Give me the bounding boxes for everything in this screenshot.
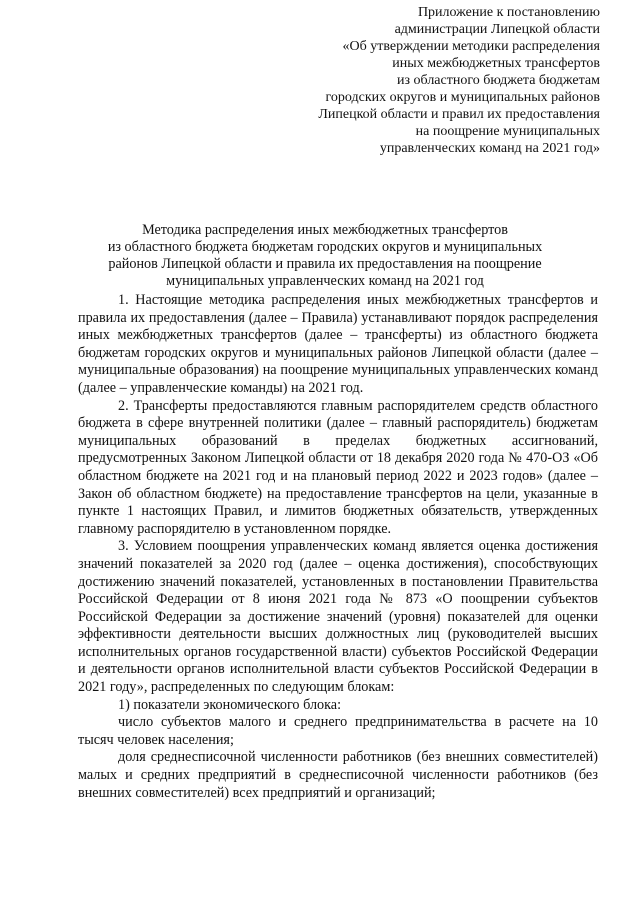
title-line: районов Липецкой области и правила их предоставления на поощрение — [108, 256, 542, 272]
title-line: муниципальных управленческих команд на 2021 год — [166, 273, 484, 289]
list-item-economic-block: 1) показатели экономического блока: — [118, 696, 342, 713]
appendix-header — [240, 4, 600, 157]
appendix-line: на поощрение муниципальных — [415, 124, 600, 139]
indicator-employee-share: доля среднесписочной численности работников (без внешних совместителей) малых и средних предприятий в среднесписочной численности работников (без внешних совместителей) всех предприятий и организаций; — [78, 749, 598, 801]
appendix-line: Липецкой области и правил их предоставления — [318, 107, 600, 122]
appendix-line: из областного бюджета бюджетам — [397, 73, 600, 88]
paragraph-3: 3. Условием поощрения управленческих команд является оценка достижения значений показателей за 2020 год (далее – оценка достижения), способствующих достижению значений показателей, установленных в постановлении Правительства Российской Федерации от 8 июня 2021 года № 873 «О поощрении субъектов Российской Федерации за достижение значений (уровня) показателей для оценки эффективности деятельности высших должностных лиц (руководителей высших исполнительных органов государственной власти) субъектов Российской Федерации и деятельности органов исполнительной власти субъектов Российской Федерации в 2021 году», распределенных по следующим блокам: — [78, 538, 598, 696]
appendix-line: городских округов и муниципальных районов — [325, 90, 600, 105]
appendix-line: управленческих команд на 2021 год» — [379, 141, 600, 156]
appendix-line: Приложение к постановлению — [417, 5, 600, 20]
title-line: Методика распределения иных межбюджетных трансфертов — [142, 222, 508, 238]
indicator-small-business-count: число субъектов малого и среднего предпринимательства в расчете на 10 тысяч человек населения; — [78, 714, 598, 748]
appendix-line: «Об утверждении методики распределения — [342, 39, 600, 54]
appendix-line: администрации Липецкой области — [394, 22, 600, 37]
document-title — [60, 222, 590, 290]
title-line: из областного бюджета бюджетам городских округов и муниципальных — [107, 239, 543, 255]
paragraph-2: 2. Трансферты предоставляются главным распорядителем средств областного бюджета в сфере внутренней политики (далее – главный распорядитель) бюджетам муниципальных образований в пределах бюджетных ассигнований, предусмотренных Законом Липецкой области от 18 декабря 2020 года № 470-ОЗ «Об областном бюджете на 2021 год и на плановый период 2022 и 2023 годов» (далее – Закон об областном бюджете) на предоставление трансфертов на цели, указанные в пункте 1 настоящих Правил, и лимитов бюджетных обязательств, утвержденных главному распорядителю в установленном порядке. — [78, 397, 598, 537]
appendix-line: иных межбюджетных трансфертов — [392, 56, 600, 71]
paragraph-1: 1. Настоящие методика распределения иных межбюджетных трансфертов и правила их предоставления (далее – Правила) устанавливают порядок распределения иных межбюджетных трансфертов (далее – трансферты) из областного бюджета бюджетам городских округов и муниципальных районов Липецкой области (далее – муниципальные образования) на поощрение муниципальных управленческих команд (далее – управленческие команды) на 2021 год. — [78, 292, 598, 396]
document-body — [78, 292, 598, 802]
